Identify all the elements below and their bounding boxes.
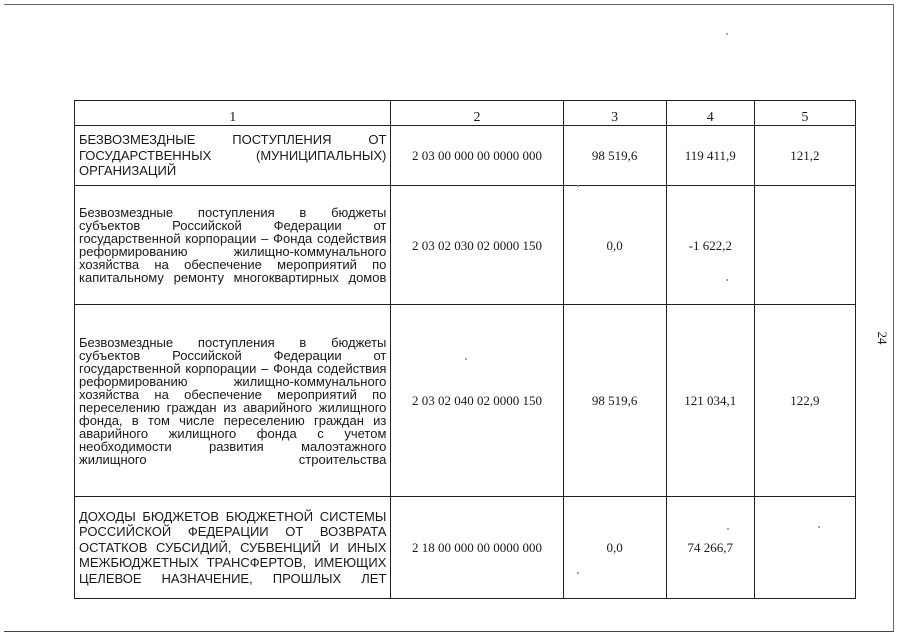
row-name-cell: Безвозмездные поступления в бюджеты субъектов Российской Федерации от государственной корпорации – Фонда содействия реформированию жилищно-коммунального хозяйства на обеспечение мероприятий по переселению граждан из аварийного жилищного фонда, в том числе переселению граждан из аварийного жилищного фонда с учетом необходимости развития малоэтажного жилищного строительства [75, 305, 391, 497]
row-col4-cell: 121 034,1 [666, 305, 754, 497]
table-row [75, 497, 856, 599]
row-code-cell: 2 03 00 000 00 0000 000 [391, 126, 563, 186]
scan-speck [726, 279, 728, 281]
scan-speck [577, 185, 579, 187]
row-col5-cell: 121,2 [754, 126, 855, 186]
table-row [75, 126, 856, 186]
row-col3-cell: 0,0 [563, 186, 666, 305]
row-col5-cell [754, 497, 855, 599]
row-col5-cell [754, 186, 855, 305]
scan-speck [727, 528, 729, 530]
row-name-cell: БЕЗВОЗМЕЗДНЫЕ ПОСТУПЛЕНИЯ ОТ ГОСУДАРСТВЕННЫХ (МУНИЦИПАЛЬНЫХ) ОРГАНИЗАЦИЙ [75, 126, 391, 186]
scan-speck [726, 33, 728, 35]
table-header-row [75, 101, 856, 126]
row-code-cell: 2 18 00 000 00 0000 000 [391, 497, 563, 599]
row-col4-cell: 119 411,9 [666, 126, 754, 186]
row-col3-cell: 98 519,6 [563, 126, 666, 186]
table-row [75, 186, 856, 305]
row-code-cell: 2 03 02 040 02 0000 150 [391, 305, 563, 497]
header-cell-5: 5 [754, 101, 855, 126]
row-col4-cell: 74 266,7 [666, 497, 754, 599]
row-code-cell: 2 03 02 030 02 0000 150 [391, 186, 563, 305]
header-cell-3: 3 [563, 101, 666, 126]
scan-speck [818, 526, 820, 528]
scan-speck [465, 358, 467, 360]
row-name-cell: ДОХОДЫ БЮДЖЕТОВ БЮДЖЕТНОЙ СИСТЕМЫ РОССИЙСКОЙ ФЕДЕРАЦИИ ОТ ВОЗВРАТА ОСТАТКОВ СУБСИДИЙ, СУБВЕНЦИЙ И ИНЫХ МЕЖБЮДЖЕТНЫХ ТРАНСФЕРТОВ, ИМЕЮЩИХ ЦЕЛЕВОЕ НАЗНАЧЕНИЕ, ПРОШЛЫХ ЛЕТ [75, 497, 391, 599]
header-cell-2: 2 [391, 101, 563, 126]
header-cell-4: 4 [666, 101, 754, 126]
budget-table [74, 100, 856, 599]
row-col3-cell: 0,0 [563, 497, 666, 599]
row-col3-cell: 98 519,6 [563, 305, 666, 497]
scan-speck [577, 572, 579, 574]
table-row [75, 305, 856, 497]
page-number: 24 [875, 331, 890, 345]
row-col4-cell: -1 622,2 [666, 186, 754, 305]
header-cell-1: 1 [75, 101, 391, 126]
row-col5-cell: 122,9 [754, 305, 855, 497]
row-name-cell: Безвозмездные поступления в бюджеты субъектов Российской Федерации от государственной корпорации – Фонда содействия реформированию жилищно-коммунального хозяйства на обеспечение мероприятий по капитальному ремонту многоквартирных домов [75, 186, 391, 305]
